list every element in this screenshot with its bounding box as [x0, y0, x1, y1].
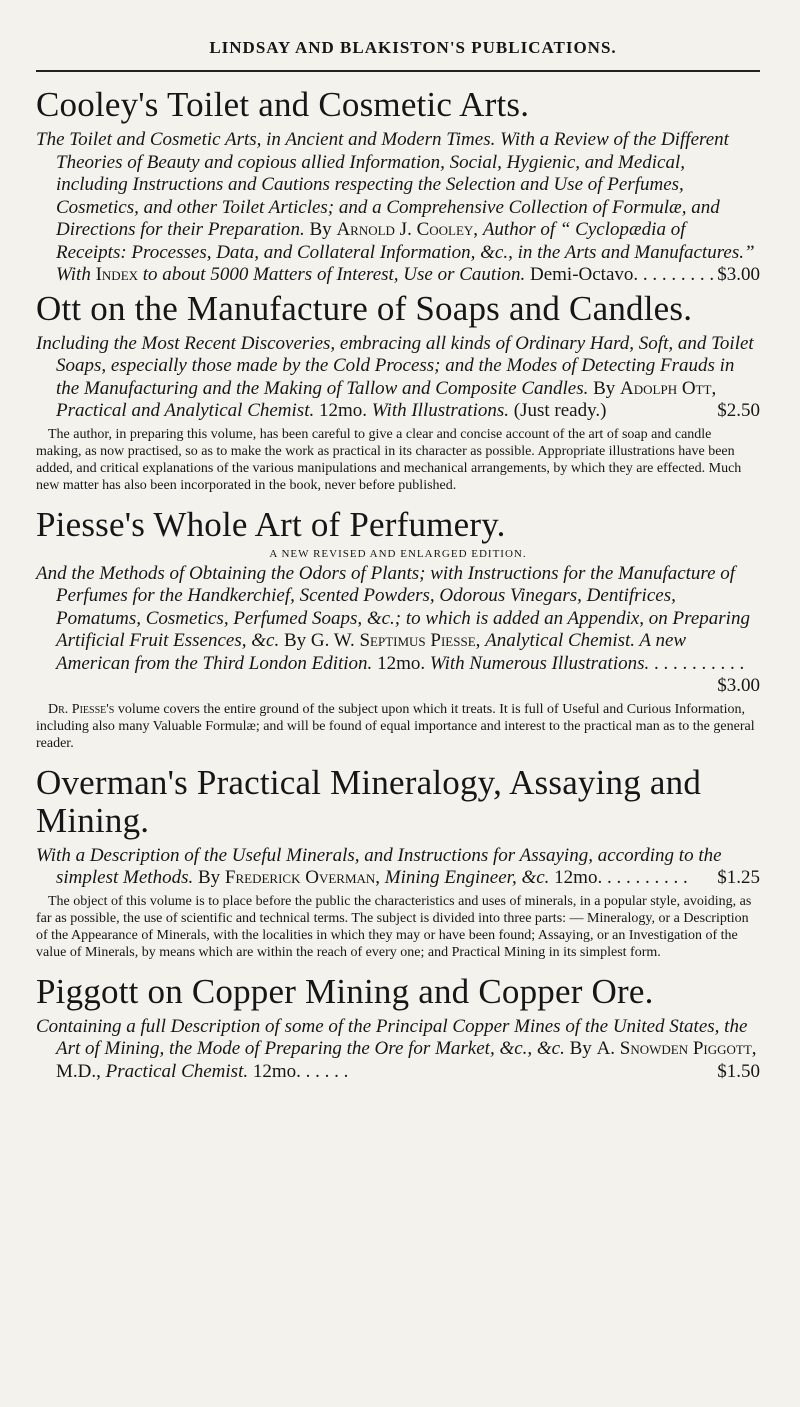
- entry-price: $1.25: [717, 867, 760, 888]
- entry-desc-tail: Practical and Analytical Chemist.: [56, 400, 315, 421]
- entry-format: 12mo.: [318, 400, 368, 421]
- entry-format: 12mo.: [377, 652, 426, 674]
- entry-description: [36, 129, 760, 287]
- entry-desc-text: Including the Most Recent Discoveries, embracing all kinds of Ordinary Hard, Soft, and Toilet Soaps, especially those made by the Cold Process; and the Modes of Detecting Frauds in the Manufacturing and the Making of Tallow and Composite Candles.: [36, 332, 754, 399]
- entry-desc-by: By: [197, 867, 221, 888]
- entry-desc-tail2: to about 5000 Matters of Interest, Use or Caution.: [142, 264, 526, 285]
- entry-dots: . . . . .: [305, 1060, 349, 1082]
- entry-title: Cooley's Toilet and Cosmetic Arts.: [36, 85, 530, 124]
- entry-title: Overman's Practical Mineralogy, Assaying and Mining.: [36, 762, 702, 840]
- entry-status: (Just ready.): [513, 400, 607, 421]
- catalog-entry-ott: [36, 290, 760, 494]
- entry-format: 12mo.: [554, 867, 603, 888]
- entry-dots: . . . . . . . . .: [606, 867, 688, 888]
- entry-desc-tail: Mining Engineer, &c.: [384, 867, 550, 888]
- entry-title: Piesse's Whole Art of Perfumery.: [36, 504, 506, 544]
- entry-desc-text: Containing a full Description of some of the Principal Copper Mines of the United States, the Art of Mining, the Mode of Preparing the Ore for Market, &c., &c.: [36, 1015, 748, 1059]
- entry-dots: . . . . . . . .: [642, 264, 715, 285]
- entry-price: $3.00: [717, 264, 760, 285]
- entry-edition: A NEW REVISED AND ENLARGED EDITION.: [269, 547, 527, 560]
- entry-note: The object of this volume is to place before the public the characteristics and uses of minerals, in a popular style, avoiding, as far as possible, the use of scientific and technical terms. The subject is divided into three parts: — Mineralogy, or a Description of the Appearance of Minerals, with the localities in which they may or have been found; Assaying, or an Investigation of the value of Minerals, by means which are within the reach of every one; and Practical Mining in its simplest form.: [36, 893, 752, 960]
- entry-desc-tail: Practical Chemist.: [105, 1060, 249, 1082]
- entry-author: A. Snowden Piggott, M.D.,: [56, 1038, 757, 1082]
- entry-desc-tail: Author of “ Cyclopædia of Receipts: Processes, Data, and Collateral Information, &c., in the Arts and Manufactures.” With: [56, 219, 755, 285]
- entry-description: [36, 563, 760, 698]
- entry-desc-by: By: [569, 1038, 592, 1059]
- entry-desc-tail2: With Illustrations.: [371, 400, 510, 421]
- entry-author: G. W. Septimus Piesse,: [310, 630, 481, 651]
- entry-price: $3.00: [717, 675, 760, 696]
- catalog-entry-cooley: [36, 86, 760, 287]
- entry-description: [36, 333, 760, 423]
- entry-note: [36, 701, 760, 752]
- entry-note: The author, in preparing this volume, has been careful to give a clear and concise account of the art of soap and candle making, as now practised, so as to make the work as practical in its character as possible. Appropriate illustrations have been added, and critical explanations of the various manipulations and mechanical arrangements, by which they are effected. Much new matter has also been incorporated in the book, never before published.: [36, 426, 742, 493]
- entry-author: Frederick Overman,: [224, 867, 381, 888]
- entry-index-word: Index: [95, 264, 139, 285]
- entry-desc-text: And the Methods of Obtaining the Odors of Plants; with Instructions for the Manufacture of Perfumes for the Handkerchief, Scented Powders, Odorous Vinegars, Dentifrices, Pomatums, Cosmetics, Perfumed Soaps, &c.; to which is added an Appendix, on Preparing Artificial Fruit Essences, &c.: [36, 562, 750, 651]
- entry-desc-by: By: [309, 219, 332, 240]
- entry-price: $1.50: [717, 1060, 760, 1082]
- entry-desc-by: By: [593, 377, 616, 399]
- entry-desc-by: By: [283, 630, 307, 651]
- entry-author: Arnold J. Cooley,: [336, 219, 479, 240]
- entry-format: Demi-Octavo.: [529, 264, 639, 285]
- entry-price: $2.50: [717, 400, 760, 421]
- header-rule: [36, 70, 760, 72]
- catalog-entry-piggott: [36, 973, 760, 1084]
- running-head: LINDSAY AND BLAKISTON'S PUBLICATIONS.: [209, 38, 617, 57]
- entry-note-lead: Dr. Piesse's: [48, 701, 115, 717]
- entry-author: Adolph Ott,: [620, 377, 717, 399]
- entry-desc-tail: Analytical Chemist. A new American from the Third London Edition.: [56, 630, 687, 674]
- entry-desc-text: The Toilet and Cosmetic Arts, in Ancient and Modern Times. With a Review of the Different Theories of Beauty and copious allied Information, Social, Hygienic, and Medical, including Instructions and Cautions respecting the Selection and Use of Perfumes, Cosmetics, and other Toilet Articles; and a Comprehensive Collection of Formulæ, and Directions for their Preparation.: [36, 129, 729, 240]
- entry-format: 12mo.: [252, 1060, 301, 1082]
- entry-description: [36, 845, 760, 890]
- entry-title: Ott on the Manufacture of Soaps and Candles.: [36, 288, 693, 328]
- entry-desc-text: With a Description of the Useful Minerals, and Instructions for Assaying, according to the simplest Methods.: [36, 844, 722, 888]
- entry-note-text: volume covers the entire ground of the subject upon which it treats. It is full of Useful and Curious Information, including also many Valuable Formulæ; and will be found of equal importance and interest to the practical man as to the general reader.: [36, 701, 755, 751]
- catalog-entry-overman: [36, 764, 760, 961]
- entry-description: [36, 1016, 760, 1084]
- entry-desc-tail2: With Numerous Illustrations.: [429, 652, 650, 674]
- entry-dots: . . . . . . . . . .: [654, 652, 745, 674]
- entry-title: Piggott on Copper Mining and Copper Ore.: [36, 971, 654, 1011]
- catalog-entry-piesse: [36, 506, 760, 752]
